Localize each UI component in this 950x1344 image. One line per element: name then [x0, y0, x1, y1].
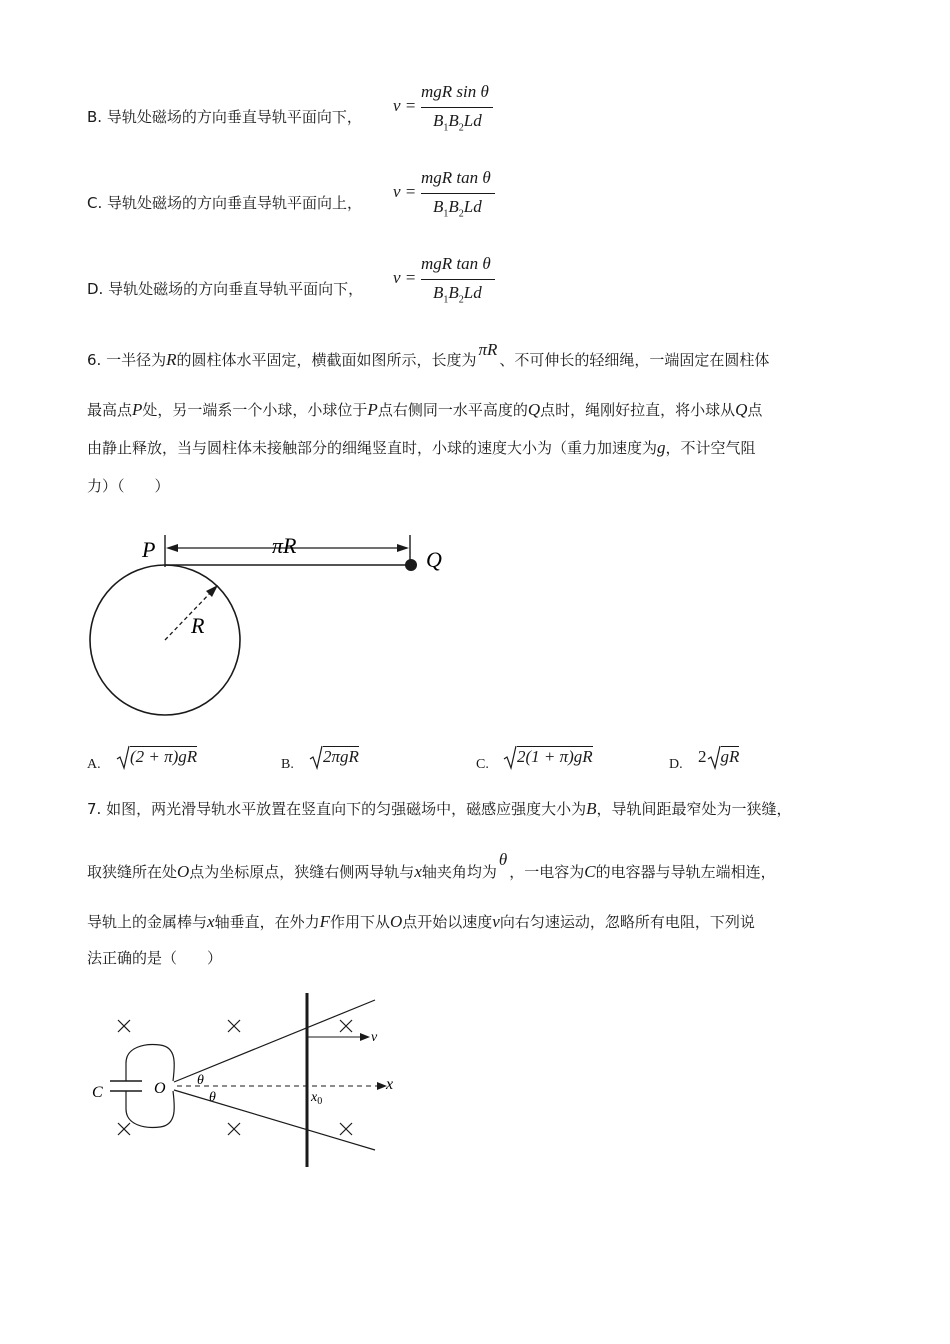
label-pir: πR [272, 533, 297, 558]
label-x: x [386, 1076, 394, 1093]
formula-denominator: $B_1B_2Ld$ [433, 283, 482, 306]
label-p: P [142, 537, 156, 562]
radius-arrowhead [206, 585, 218, 597]
answer-d-label: D. [669, 757, 683, 772]
label-theta-bottom: θ [209, 1090, 216, 1105]
q6-figure [80, 525, 460, 725]
answer-c-label: C. [476, 757, 489, 772]
answer-b-math: 2πgR [309, 744, 359, 770]
q7-line-1: 7. 如图，两光滑导轨水平放置在竖直向下的匀强磁场中，磁感应强度大小为B，导轨间距最窄处为一狭缝， [87, 799, 792, 818]
option-c-text: C. 导轨处磁场的方向垂直导轨平面向上， [87, 194, 363, 212]
option-c-formula [393, 168, 513, 218]
radical-sign [116, 744, 130, 770]
answer-a-math: (2 + π)gR [116, 744, 197, 770]
formula-denominator: $B_1B_2Ld$ [433, 197, 482, 220]
label-x0: $x_0$ [311, 1090, 323, 1107]
label-r: R [191, 613, 205, 638]
formula-numerator: mgR tan θ [421, 254, 491, 273]
arrowhead-right [397, 544, 409, 552]
q7-figure [85, 985, 405, 1175]
option-c [87, 192, 362, 213]
q7-line-2: 取狭缝所在处O点为坐标原点，狭缝右侧两导轨与x轴夹角均为θ，一电容为C的电容器与导轨左端相连， [87, 850, 776, 881]
label-v: v [371, 1030, 378, 1045]
answer-b-label: B. [281, 757, 294, 772]
formula-numerator: mgR sin θ [421, 82, 489, 101]
v-equals: v = [393, 96, 417, 115]
answer-a-label: A. [87, 757, 101, 772]
label-o: O [154, 1080, 166, 1097]
v-equals: v = [393, 268, 417, 287]
q6-line-2: 最高点P处，另一端系一个小球，小球位于P点右侧同一水平高度的Q点时，绳刚好拉直，将小球从Q点 [87, 400, 763, 419]
option-d-text: D. 导轨处磁场的方向垂直导轨平面向下， [87, 280, 364, 298]
wire-top [126, 1045, 174, 1081]
radical-sign [309, 744, 323, 770]
q6-line-1: 6. 一半径为R的圆柱体水平固定，横截面如图所示，长度为πR、不可伸长的轻细绳，一端固定在圆柱体 [87, 340, 770, 369]
q6-line-3: 由静止释放，当与圆柱体未接触部分的细绳竖直时，小球的速度大小为（重力加速度为g，不计空气阻 [87, 438, 756, 457]
ball [405, 559, 417, 571]
fraction-bar [421, 107, 493, 108]
velocity-arrowhead [360, 1033, 370, 1041]
rail-top [174, 1000, 375, 1082]
label-c: C [92, 1084, 103, 1101]
option-d-formula [393, 254, 513, 304]
radical-sign [707, 744, 721, 770]
option-b-formula [393, 82, 513, 132]
formula-denominator: $B_1B_2Ld$ [433, 111, 482, 134]
rail-bottom [174, 1090, 375, 1150]
q6-line-4: 力）（ ） [87, 477, 170, 495]
q7-line-4: 法正确的是（ ） [87, 949, 223, 967]
wire-bottom [126, 1091, 174, 1127]
label-q: Q [426, 547, 442, 572]
label-theta-top: θ [197, 1073, 204, 1088]
fraction-bar [421, 279, 495, 280]
option-d [87, 278, 363, 299]
formula-numerator: mgR tan θ [421, 168, 491, 187]
answer-d-math: 2 gR [698, 744, 739, 770]
fraction-bar [421, 193, 495, 194]
arrowhead-left [166, 544, 178, 552]
option-b [87, 106, 362, 127]
answer-c-math: 2(1 + π)gR [503, 744, 593, 770]
radius-line [165, 589, 214, 640]
radical-sign [503, 744, 517, 770]
v-equals: v = [393, 182, 417, 201]
q7-line-3: 导轨上的金属棒与x轴垂直，在外力F作用下从O点开始以速度v向右匀速运动，忽略所有电阻，下列说 [87, 912, 755, 931]
option-b-text: B. 导轨处磁场的方向垂直导轨平面向下， [87, 108, 362, 126]
